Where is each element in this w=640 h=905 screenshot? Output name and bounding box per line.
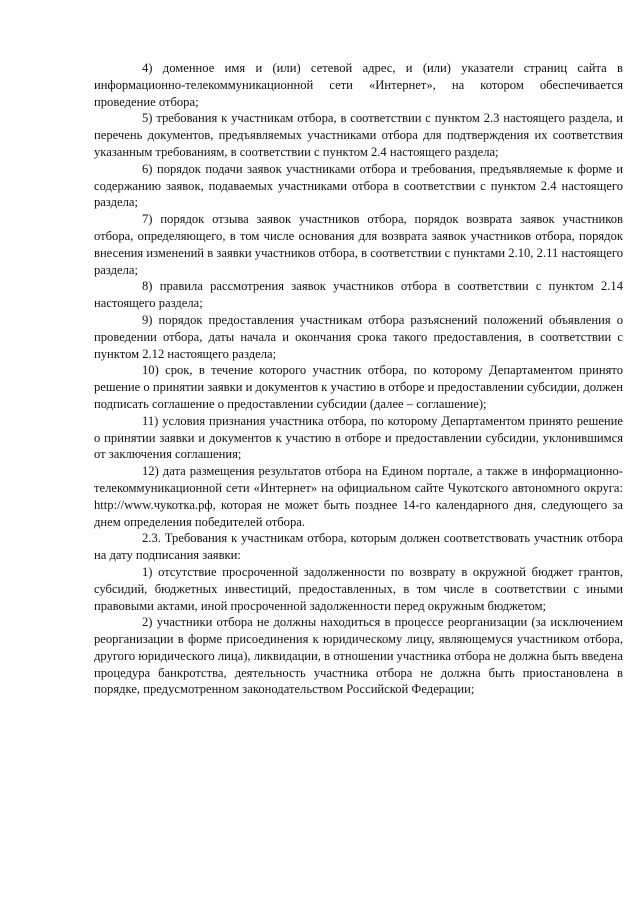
paragraph-item-10-signing-deadline: 10) срок, в течение которого участник отбора, по которому Департаментом принято решение о принятии заявки и документов к участию в отборе и предоставлении субсидии, должен подписать соглашение о предоставлении субсидии (далее – соглашение);: [94, 363, 624, 411]
paragraph-item-9-clarifications: 9) порядок предоставления участникам отбора разъяснений положений объявления о проведении отбора, даты начала и окончания срока такого предоставления, в соответствии с пунктом 2.12 настоящего раздела;: [94, 312, 623, 361]
paragraph-item-6-application-procedure: 6) порядок подачи заявок участниками отбора и требования, предъявляемые к форме и содержанию заявок, подаваемых участниками отбора в соответствии с пунктом 2.4 настоящего раздела;: [94, 161, 623, 210]
paragraph-item-8-review-rules: 8) правила рассмотрения заявок участников отбора в соответствии с пунктом 2.14 настоящего раздела;: [94, 279, 623, 311]
paragraph-item-7-withdrawal-procedure: 7) порядок отзыва заявок участников отбора, порядок возврата заявок участников отбора, определяющего, в том числе основания для возврата заявок участников отбора, порядок внесения изменений в заявки участников отбора, в соответствии с пунктами 2.10, 2.11 настоящего раздела;: [94, 212, 623, 277]
paragraph-requirement-2-no-reorganization: 2) участники отбора не должны находиться в процессе реорганизации (за исключением реорганизации в форме присоединения к юридическому лицу, являющемуся участником отбора, другого юридического лица), ликвидации, в отношении участника отбора не должна быть введена процедура банкротства, деятельность участника отбора не должна быть приостановлена в порядке, предусмотренном законодательством Российской Федерации;: [94, 615, 623, 697]
paragraph-item-5-participant-requirements: 5) требования к участникам отбора, в соответствии с пунктом 2.3 настоящего раздела, и перечень документов, предъявляемых участниками отбора для подтверждения их соответствия указанным требованиям, в соответствии с пунктом 2.4 настоящего раздела;: [94, 111, 623, 159]
paragraph-requirement-1-no-debt: 1) отсутствие просроченной задолженности по возврату в окружной бюджет грантов, субсидий, бюджетных инвестиций, предоставленных, в том числе в соответствии с иными правовыми актами, иной просроченной задолженности перед окружным бюджетом;: [94, 564, 623, 613]
paragraph-item-11-evasion-conditions: 11) условия признания участника отбора, по которому Департаментом принято решение о принятии заявки и документов к участию в отборе и предоставлении субсидии, уклонившимся от заключения соглашения;: [94, 413, 623, 462]
document-page: [94, 60, 623, 698]
paragraph-item-4-domain-name: 4) доменное имя и (или) сетевой адрес, и (или) указатели страниц сайта в информационно-телекоммуникационной сети «Интернет», на котором обеспечивается проведение отбора;: [94, 61, 623, 109]
paragraph-item-12-results-publication: 12) дата размещения результатов отбора на Едином портале, а также в информационно-телекоммуникационной сети «Интернет» на официальном сайте Чукотского автономного округа: http://www.чукотка.рф, которая не может быть позднее 14-го календарного дня, следующего за днем определения победителей отбора.: [94, 464, 623, 529]
section-2-3-heading-paragraph: 2.3. Требования к участникам отбора, которым должен соответствовать участник отбора на дату подписания заявки:: [94, 531, 623, 563]
